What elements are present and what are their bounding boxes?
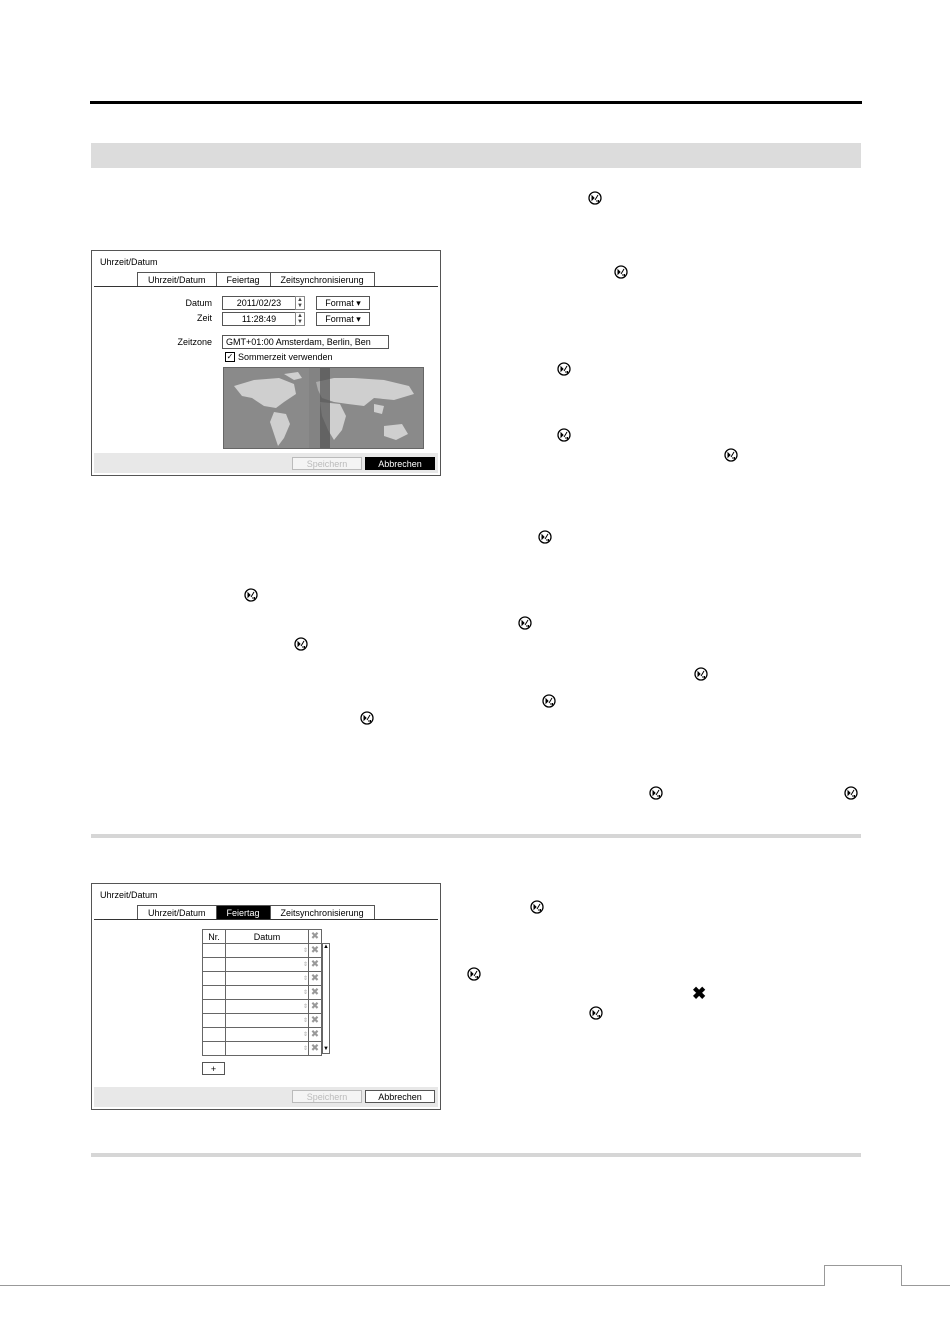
tab-datetime[interactable]: Uhrzeit/Datum xyxy=(137,905,217,920)
play-pause-jog-icon xyxy=(589,1006,603,1020)
play-pause-jog-icon xyxy=(724,448,738,462)
holiday-table xyxy=(202,929,322,1056)
tab-bar xyxy=(137,272,374,287)
datetime-dialog xyxy=(91,250,441,476)
play-pause-jog-icon xyxy=(694,667,708,681)
world-map[interactable] xyxy=(223,367,424,449)
page-number-tab xyxy=(824,1265,902,1286)
table-row[interactable]: ⇕ ✖ xyxy=(203,986,322,1000)
x-delete-icon[interactable]: ✖ xyxy=(309,1014,322,1028)
play-pause-jog-icon xyxy=(518,616,532,630)
section-separator xyxy=(91,1153,861,1157)
time-format-select[interactable]: Format ▾ xyxy=(316,312,370,326)
dst-checkbox-row[interactable] xyxy=(225,352,333,362)
table-scrollbar[interactable]: ▲ ▼ xyxy=(323,944,329,1052)
play-pause-jog-icon xyxy=(649,786,663,800)
tab-datetime[interactable]: Uhrzeit/Datum xyxy=(137,272,217,287)
table-row[interactable]: ⇕ ✖ xyxy=(203,972,322,986)
play-pause-jog-icon xyxy=(542,694,556,708)
table-row[interactable]: ⇕ ✖ xyxy=(203,944,322,958)
play-pause-jog-icon xyxy=(557,362,571,376)
x-delete-icon[interactable]: ✖ xyxy=(309,1000,322,1014)
save-button[interactable]: Speichern xyxy=(292,457,362,470)
date-format-select[interactable]: Format ▾ xyxy=(316,296,370,310)
play-pause-jog-icon xyxy=(244,588,258,602)
table-row[interactable]: ⇕ ✖ xyxy=(203,1042,322,1056)
table-row[interactable]: ⇕ ✖ xyxy=(203,1000,322,1014)
date-spinner[interactable]: ▲ ▼ xyxy=(295,296,305,310)
x-delete-icon[interactable]: ✖ xyxy=(309,1042,322,1056)
time-label: Zeit xyxy=(196,313,212,323)
tab-underline xyxy=(94,286,438,287)
footer-rule xyxy=(0,1285,950,1286)
time-spinner[interactable]: ▲ ▼ xyxy=(295,312,305,326)
x-delete-icon[interactable]: ✖ xyxy=(309,1028,322,1042)
x-delete-icon[interactable]: ✖ xyxy=(309,972,322,986)
date-label: Datum xyxy=(185,298,212,308)
world-map-icon xyxy=(224,368,424,449)
play-pause-jog-icon xyxy=(538,530,552,544)
dialog-title: Uhrzeit/Datum xyxy=(100,257,158,267)
play-pause-jog-icon xyxy=(294,637,308,651)
tab-timesync[interactable]: Zeitsynchronisierung xyxy=(270,905,375,920)
checkbox-icon[interactable]: ✓ xyxy=(226,352,234,361)
table-row[interactable]: ⇕ ✖ xyxy=(203,958,322,972)
tab-underline xyxy=(94,919,438,920)
chevron-down-icon: ▾ xyxy=(356,314,361,324)
cancel-button[interactable]: Abbrechen xyxy=(365,1090,435,1103)
x-delete-icon[interactable]: ✖ xyxy=(309,958,322,972)
time-field[interactable]: 11:28:49 xyxy=(222,312,296,326)
play-pause-jog-icon xyxy=(530,900,544,914)
timezone-select[interactable]: GMT+01:00 Amsterdam, Berlin, Ben xyxy=(222,335,389,349)
col-header-nr: Nr. xyxy=(203,930,226,944)
dialog-title: Uhrzeit/Datum xyxy=(100,890,158,900)
play-pause-jog-icon xyxy=(467,967,481,981)
section-separator xyxy=(91,834,861,838)
tab-holiday[interactable]: Feiertag xyxy=(216,272,271,287)
tab-holiday[interactable]: Feiertag xyxy=(216,905,271,920)
section-header-band xyxy=(91,143,861,168)
cancel-button[interactable]: Abbrechen xyxy=(365,457,435,470)
x-delete-icon[interactable]: ✖ xyxy=(309,944,322,958)
play-pause-jog-icon xyxy=(360,711,374,725)
play-pause-jog-icon xyxy=(557,428,571,442)
date-field[interactable]: 2011/02/23 xyxy=(222,296,296,310)
add-holiday-button[interactable]: + xyxy=(202,1062,225,1075)
col-header-date: Datum xyxy=(226,930,309,944)
holiday-dialog xyxy=(91,883,441,1110)
tab-bar xyxy=(137,905,374,920)
delete-all-icon[interactable]: ✖ xyxy=(309,930,322,944)
x-delete-icon: ✖ xyxy=(692,984,707,1003)
table-row[interactable]: ⇕ ✖ xyxy=(203,1028,322,1042)
table-row[interactable]: ⇕ ✖ xyxy=(203,1014,322,1028)
x-delete-icon[interactable]: ✖ xyxy=(309,986,322,1000)
play-pause-jog-icon xyxy=(614,265,628,279)
tab-timesync[interactable]: Zeitsynchronisierung xyxy=(270,272,375,287)
play-pause-jog-icon xyxy=(588,191,602,205)
table-header-row xyxy=(203,930,322,944)
top-rule xyxy=(90,101,862,104)
timezone-label: Zeitzone xyxy=(177,337,212,347)
play-pause-jog-icon xyxy=(844,786,858,800)
chevron-down-icon: ▾ xyxy=(356,298,361,308)
dst-label: Sommerzeit verwenden xyxy=(238,352,333,362)
save-button[interactable]: Speichern xyxy=(292,1090,362,1103)
